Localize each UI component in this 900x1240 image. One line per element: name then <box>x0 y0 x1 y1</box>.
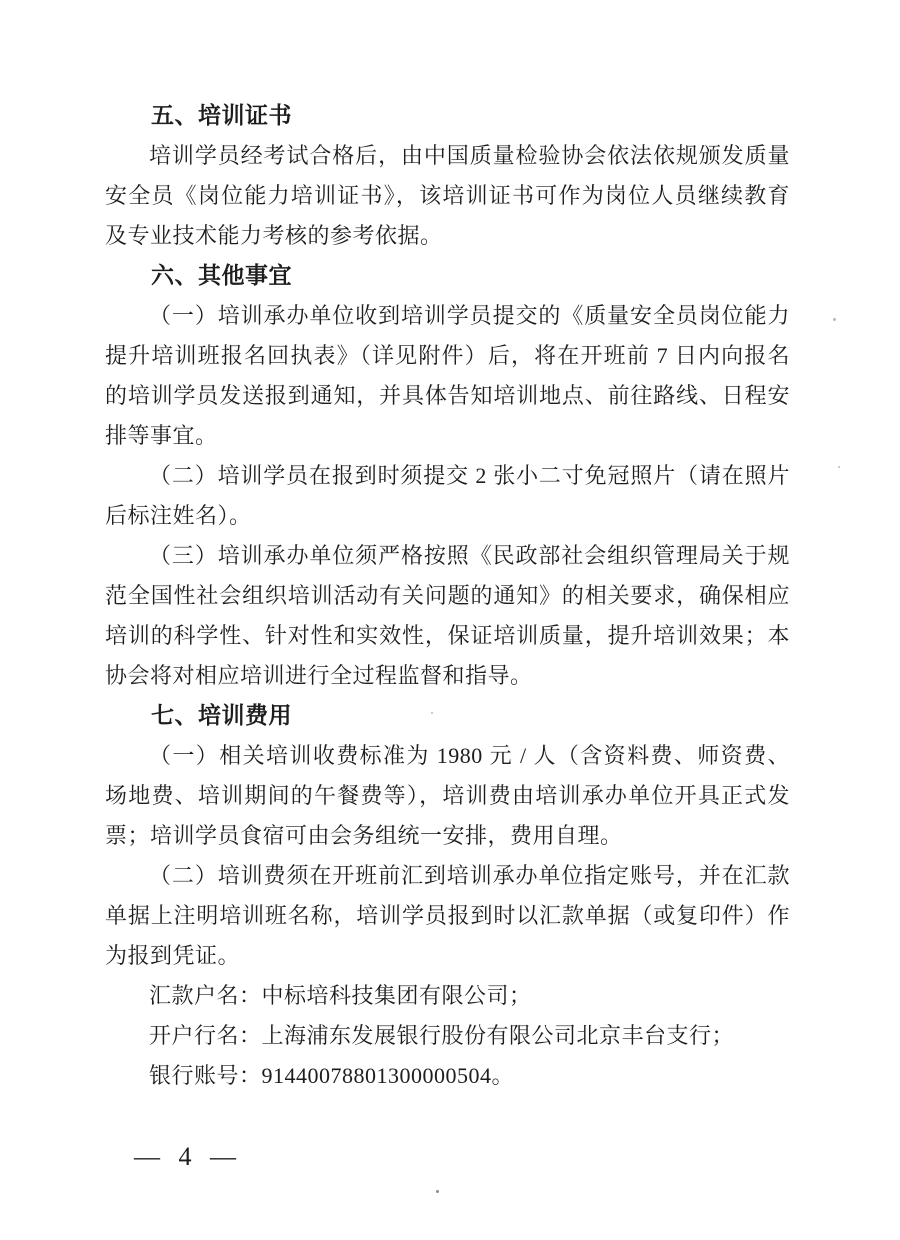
text-line: 为报到凭证。 <box>105 943 241 968</box>
page-number: — 4 — <box>134 1142 238 1171</box>
bank-branch-line: 开户行名：上海浦东发展银行股份有限公司北京丰台支行； <box>149 1023 735 1048</box>
text-line: 单据上注明培训班名称，培训学员报到时以汇款单据（或复印件）作 <box>105 903 790 928</box>
text-line: 培训学员经考试合格后，由中国质量检验协会依法依规颁发质量 <box>149 143 790 168</box>
text-line: （二）培训学员在报到时须提交 2 张小二寸免冠照片（请在照片 <box>149 463 790 488</box>
text-line: 后标注姓名）。 <box>105 503 252 528</box>
text-line: （一）培训承办单位收到培训学员提交的《质量安全员岗位能力 <box>149 303 790 328</box>
section-heading-training-fees: 七、培训费用 <box>151 703 292 728</box>
text-line: 场地费、培训期间的午餐费等），培训费由培训承办单位开具正式发 <box>105 783 790 808</box>
scan-speck <box>833 318 836 321</box>
text-line: 范全国性社会组织培训活动有关问题的通知》的相关要求，确保相应 <box>105 583 790 608</box>
scan-speck <box>838 466 840 468</box>
section-heading-training-certificate: 五、培训证书 <box>151 103 292 128</box>
text-line: 安全员《岗位能力培训证书》，该培训证书可作为岗位人员继续教育 <box>105 183 790 208</box>
bank-account-number-line: 银行账号：91440078801300000504。 <box>149 1063 515 1088</box>
text-line: 票；培训学员食宿可由会务组统一安排，费用自理。 <box>105 823 623 848</box>
text-line: 培训的科学性、针对性和实效性，保证培训质量，提升培训效果；本 <box>105 623 790 648</box>
section-heading-other-matters: 六、其他事宜 <box>151 263 292 288</box>
text-line: 协会将对相应培训进行全过程监督和指导。 <box>105 663 533 688</box>
text-line: 及专业技术能力考核的参考依据。 <box>105 223 443 248</box>
scan-speck <box>431 712 433 714</box>
document-body <box>105 96 790 1096</box>
text-line: 的培训学员发送报到通知，并具体告知培训地点、前往路线、日程安 <box>105 383 790 408</box>
text-line: 排等事宜。 <box>105 423 218 448</box>
text-line: （一）相关培训收费标准为 1980 元 / 人（含资料费、师资费、 <box>149 743 790 768</box>
text-line: 提升培训班报名回执表》（详见附件）后，将在开班前 7 日内向报名 <box>105 343 790 368</box>
scan-speck <box>436 1190 439 1193</box>
text-line: （三）培训承办单位须严格按照《民政部社会组织管理局关于规 <box>149 543 790 568</box>
text-line: （二）培训费须在开班前汇到培训承办单位指定账号，并在汇款 <box>149 863 790 888</box>
remittance-payee-line: 汇款户名：中标培科技集团有限公司； <box>149 983 532 1008</box>
